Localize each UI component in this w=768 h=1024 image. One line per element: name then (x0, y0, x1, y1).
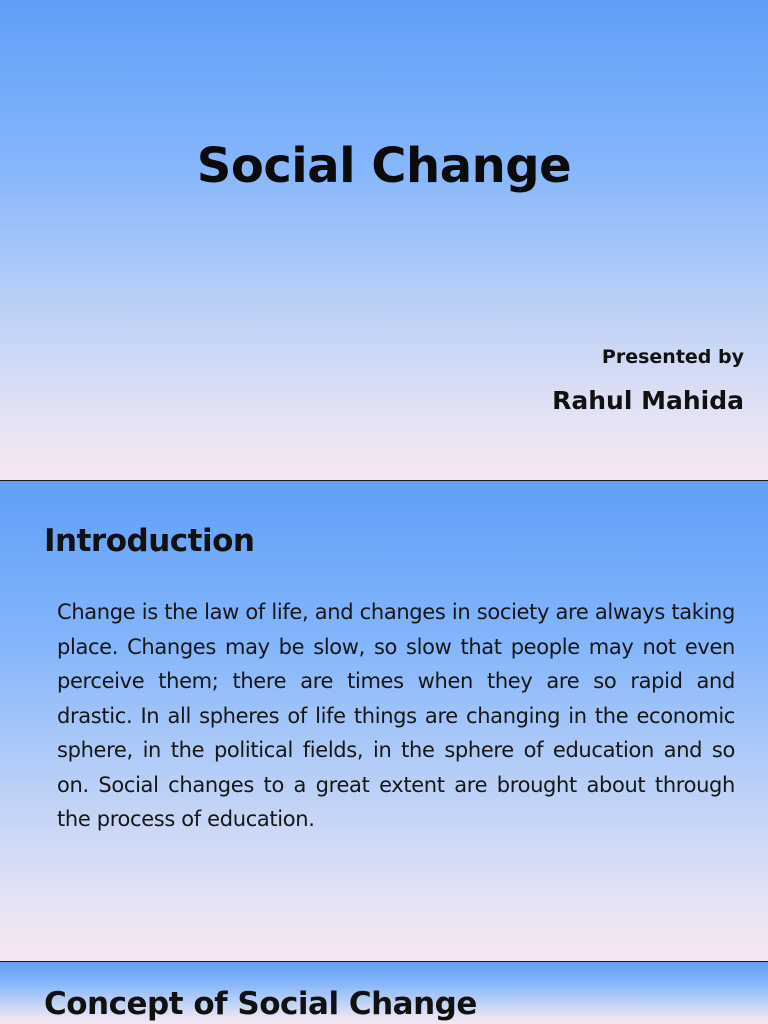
concept-heading: Concept of Social Change (44, 986, 477, 1022)
presenter-name: Rahul Mahida (552, 386, 744, 415)
introduction-body: Change is the law of life, and changes in society are always taking place. Changes may be slow, so slow that people may not even perceive them; there are times when they are so rapid and drastic. In all spheres of life things are changing in the economic sphere, in the political fields, in the sphere of education and so on. Social changes to a great extent are brought about through the process of education. (57, 600, 735, 831)
concept-slide (0, 962, 768, 1024)
introduction-heading: Introduction (44, 523, 255, 559)
title-slide (0, 0, 768, 480)
introduction-slide (0, 481, 768, 961)
presented-by-label: Presented by (601, 346, 744, 368)
slide-title: Social Change (196, 138, 572, 194)
